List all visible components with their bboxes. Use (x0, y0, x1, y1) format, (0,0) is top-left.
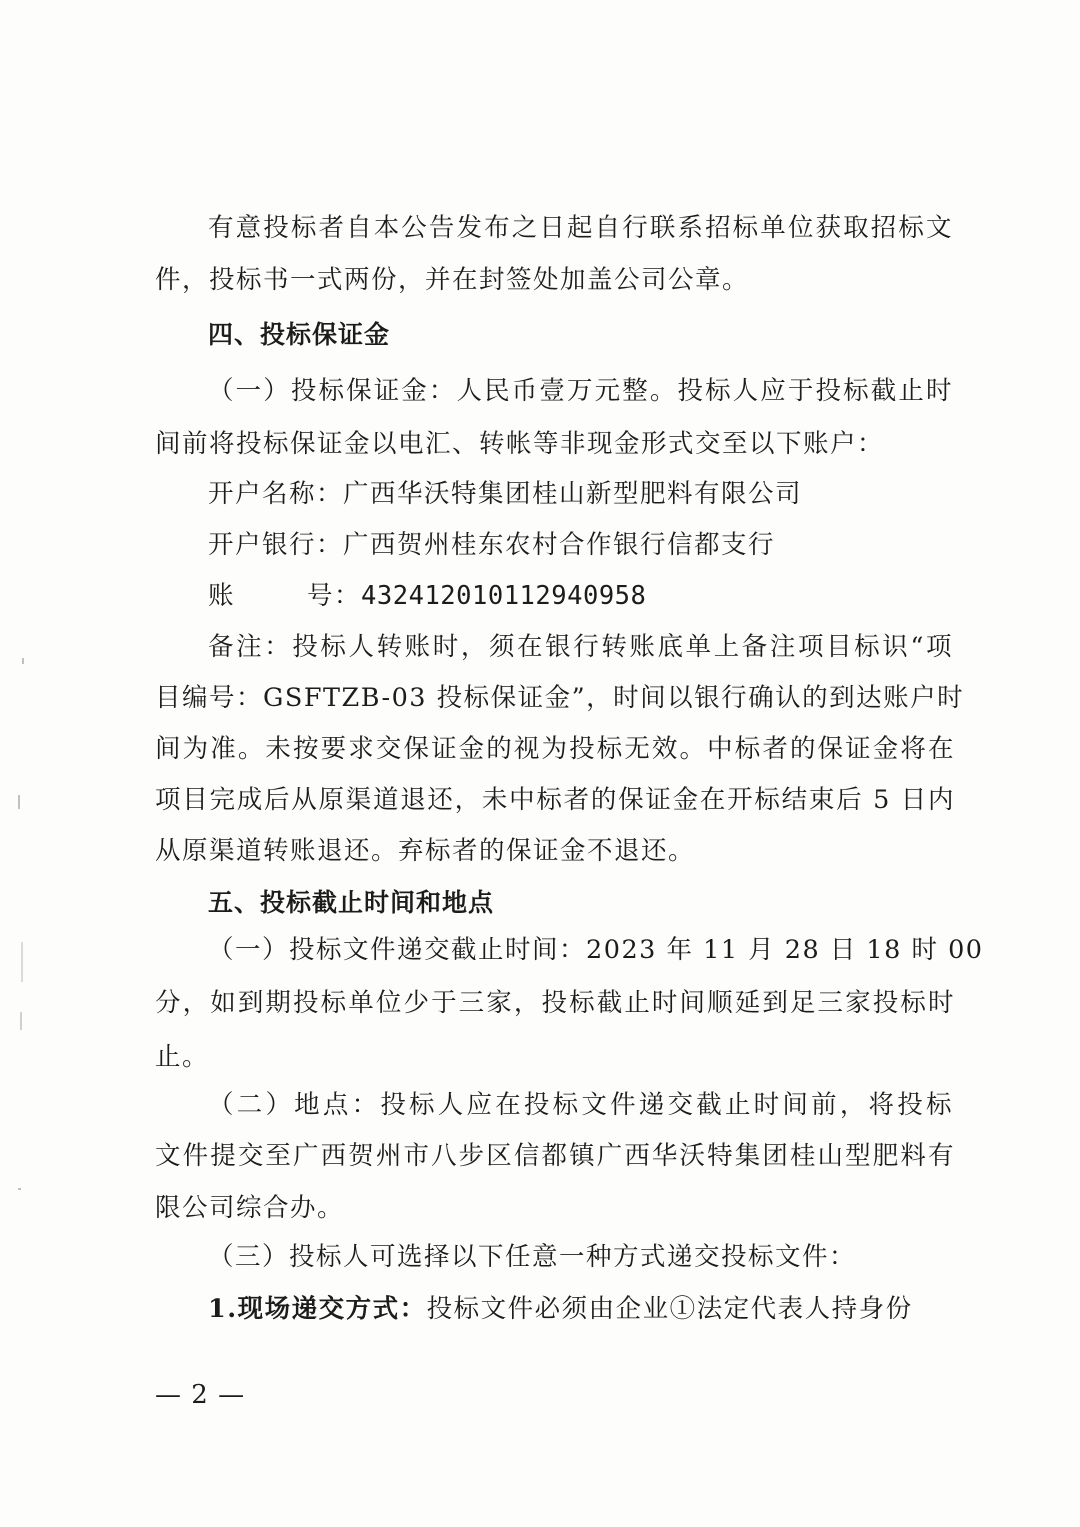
page-number: — 2 — (155, 1380, 246, 1410)
account-number-label-a: 账 (208, 581, 236, 611)
paragraph-line: 件，投标书一式两份，并在封签处加盖公司公章。 (155, 265, 750, 295)
paragraph-line (208, 1292, 953, 1326)
scan-speck (18, 795, 20, 809)
account-name-row (208, 477, 953, 511)
paragraph-line: （二）地点：投标人应在投标文件递交截止时间前，将投标 (208, 1090, 953, 1120)
account-name-label: 开户名称： (208, 479, 344, 509)
account-number-label-b: 号： (307, 581, 362, 611)
scan-speck (21, 942, 23, 982)
section-heading: 五、投标截止时间和地点 (208, 888, 495, 917)
paragraph-line: 目编号：GSFTZB-03 投标保证金”，时间以银行确认的到达账户时 (155, 683, 965, 713)
paragraph-line: （三）投标人可选择以下任意一种方式递交投标文件： (208, 1242, 857, 1272)
scan-speck (22, 658, 24, 664)
submission-method-text: 投标文件必须由企业①法定代表人持身份 (426, 1294, 913, 1324)
account-bank-label: 开户银行： (208, 530, 344, 560)
paragraph-line: 止。 (155, 1042, 210, 1072)
paragraph-line: 间为准。未按要求交保证金的视为投标无效。中标者的保证金将在 (155, 734, 955, 764)
paragraph-line: 项目完成后从原渠道退还，未中标者的保证金在开标结束后 5 日内 (155, 785, 955, 815)
account-number-value: 432412010112940958 (361, 581, 647, 611)
paragraph-line: 备注：投标人转账时，须在银行转账底单上备注项目标识“项 (208, 632, 953, 662)
scan-speck (20, 1012, 22, 1030)
paragraph-line: 有意投标者自本公告发布之日起自行联系招标单位获取招标文 (208, 213, 953, 243)
account-name-value: 广西华沃特集团桂山新型肥料有限公司 (343, 479, 803, 509)
paragraph-line: 文件提交至广西贺州市八步区信都镇广西华沃特集团桂山型肥料有 (155, 1141, 955, 1171)
paragraph-line: 间前将投标保证金以电汇、转帐等非现金形式交至以下账户： (155, 429, 885, 459)
submission-method-title: 1.现场递交方式： (208, 1294, 427, 1324)
scan-speck (18, 1188, 21, 1190)
paragraph-line: （一）投标文件递交截止时间：2023 年 11 月 28 日 18 时 00 (208, 935, 984, 965)
account-bank-row (208, 528, 953, 562)
account-number-row (208, 579, 953, 613)
paragraph-line: 限公司综合办。 (155, 1193, 345, 1223)
account-bank-value: 广西贺州桂东农村合作银行信都支行 (343, 530, 776, 560)
paragraph-line: 从原渠道转账退还。弃标者的保证金不退还。 (155, 836, 696, 866)
section-heading: 四、投标保证金 (208, 320, 391, 349)
paragraph-line: 分，如到期投标单位少于三家，投标截止时间顺延到足三家投标时 (155, 988, 955, 1018)
paragraph-line: （一）投标保证金：人民币壹万元整。投标人应于投标截止时 (208, 376, 953, 406)
